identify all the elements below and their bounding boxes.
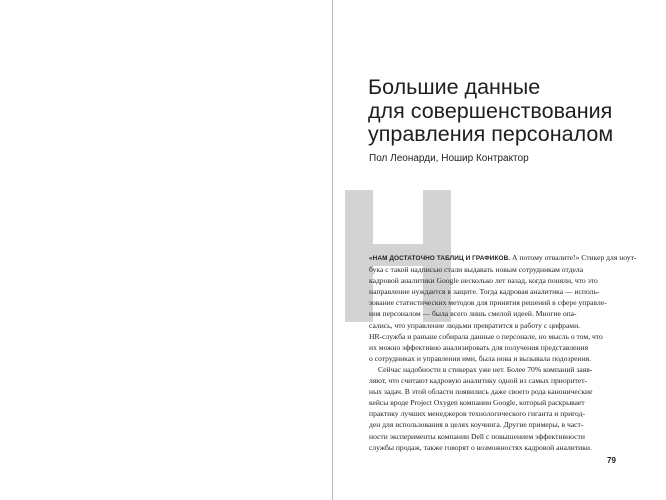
title-line-2: для совершенствования <box>368 98 613 123</box>
body-line-10: о сотрудниках и управления ими, была нова и вызывала подозрения. <box>369 353 592 363</box>
article-authors: Пол Леонарди, Ношир Контрактор <box>369 153 529 164</box>
left-page-blank <box>0 0 332 500</box>
body-line-18: службы продаж, также говорят о возможностях кадровой аналитики. <box>369 442 592 452</box>
body-line-16: ден для использования в целях коучинга. Другие примеры, в част- <box>369 420 584 430</box>
body-line-9: их можно эффективно анализировать для получения представления <box>369 342 589 352</box>
article-body <box>369 252 637 453</box>
body-line-3: кадровой аналитики Google несколько лет назад, когда поняли, что это <box>369 276 598 286</box>
body-line-1-rest: А потому отвалите!» Стикер для ноут- <box>510 253 637 262</box>
body-line-2: бука с такой надписью стали выдавать новым сотрудникам отдела <box>369 265 584 275</box>
body-line-12: ляют, что считают кадровую аналитику одной из самых приоритет- <box>369 376 588 386</box>
body-line-11: Сейчас надобности в стикерах уже нет. Более 70% компаний заяв- <box>378 364 593 374</box>
lead-in: «НАМ ДОСТАТОЧНО ТАБЛИЦ И ГРАФИКОВ. <box>369 255 511 262</box>
body-line-6: ния персоналом — была всего лишь смелой идеей. Многие опа- <box>369 309 577 319</box>
body-line-13: ных задач. В этой области появились даже своего рода канонические <box>369 387 593 397</box>
title-line-3: управления персоналом <box>368 122 614 146</box>
title-line-1: Большие данные <box>368 75 541 99</box>
article-title <box>368 76 648 147</box>
body-line-17: ности эксперименты компании Dell с повышением эффективности <box>369 431 585 441</box>
body-line-14: кейсы вроде Project Oxygen компании Google, который раскрывает <box>369 398 585 408</box>
page-number: 79 <box>607 456 616 465</box>
body-line-15: практику лучших менеджеров технологического гиганта и пригод- <box>369 409 586 419</box>
body-line-7: сались, что управление людьми превратится в работу с цифрами. <box>369 320 581 330</box>
body-line-8: HR-служба и раньше собирала данные о персонале, но мысль о том, что <box>369 331 603 341</box>
body-line-5: зование статистических методов для принятия решений в сфере управле- <box>369 298 607 308</box>
body-line-4: направление нуждается в защите. Тогда кадровая аналитика — исполь- <box>369 287 600 297</box>
body-line-1 <box>369 252 637 264</box>
